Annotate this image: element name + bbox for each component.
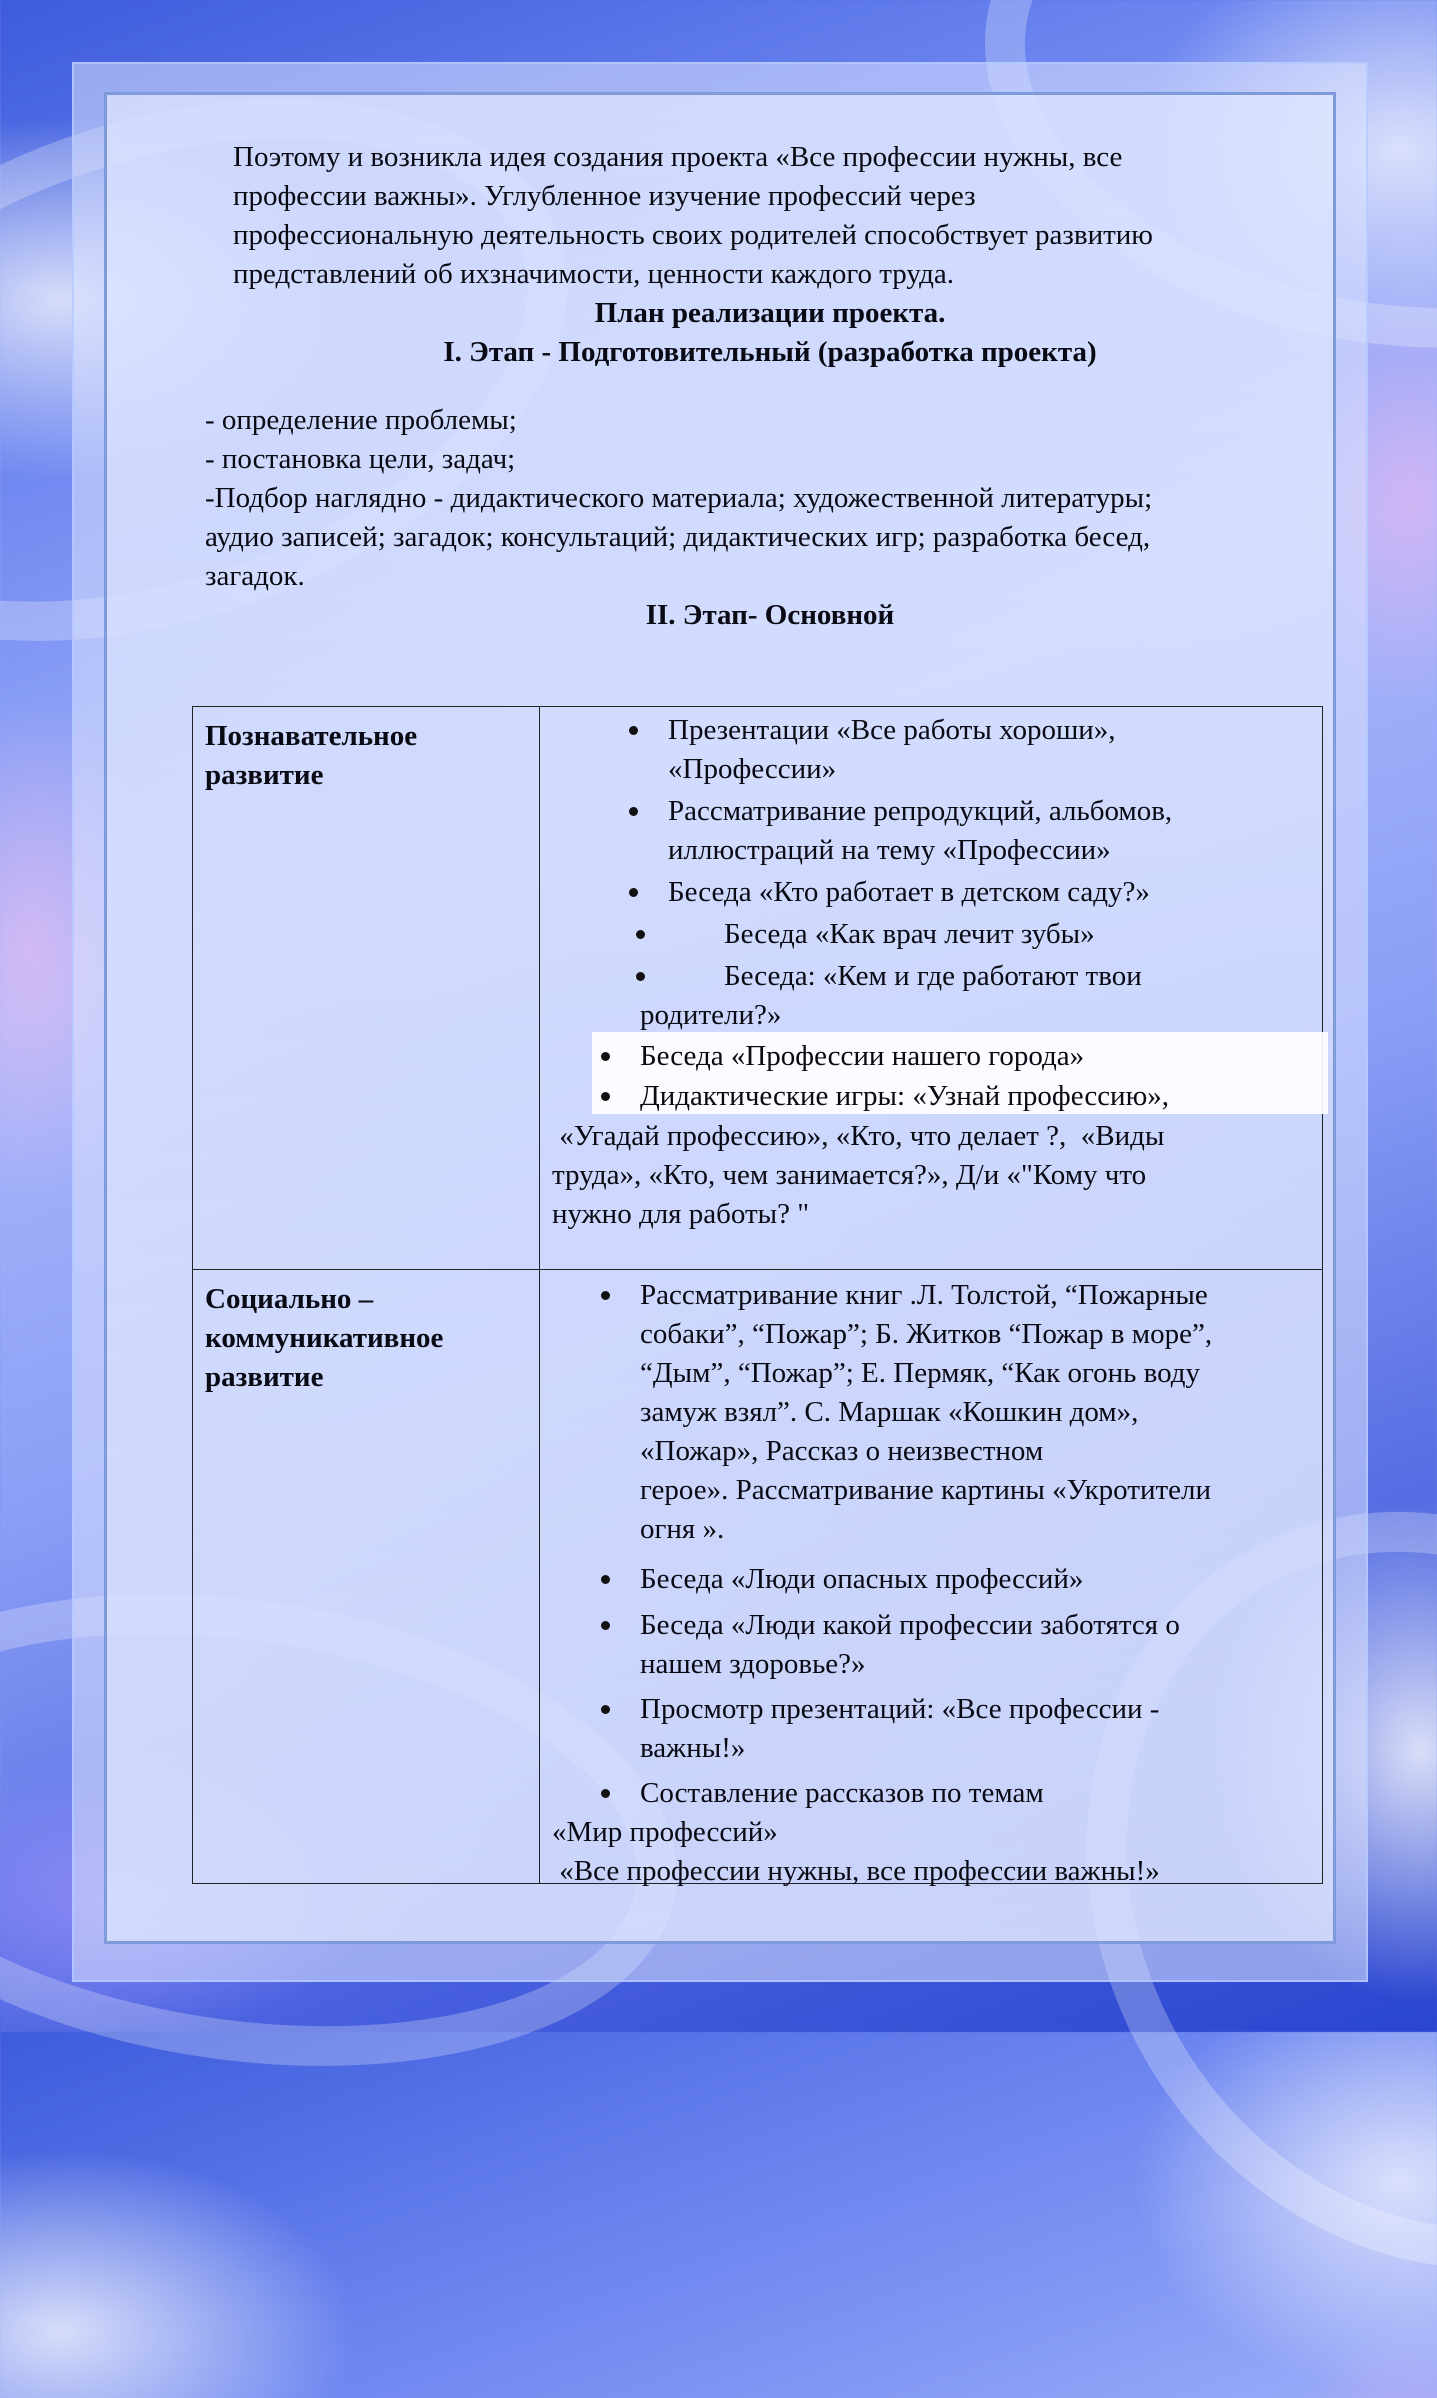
list-item bbox=[540, 1560, 1340, 1599]
tail-line: труда», «Кто, чем занимается?», Д/и «"Кому что bbox=[552, 1159, 1147, 1191]
bullet-icon bbox=[601, 1052, 610, 1061]
list-item-text: собаки”, “Пожар”; Б. Житков “Пожар в море”, bbox=[640, 1318, 1213, 1350]
intro-paragraph bbox=[233, 138, 1323, 294]
bullet-icon bbox=[601, 1705, 610, 1714]
area-label-line: Познавательное bbox=[205, 720, 418, 752]
area-label-line: развитие bbox=[205, 759, 324, 791]
list-item-text: герое». Рассматривание картины «Укротители bbox=[640, 1474, 1212, 1506]
list-item-text: Беседа «Как врач лечит зубы» bbox=[724, 918, 1095, 950]
stage2-heading: II. Этап- Основной bbox=[645, 599, 895, 631]
bullet-icon bbox=[629, 807, 638, 816]
stage1-line: - постановка цели, задач; bbox=[205, 443, 516, 475]
list-item bbox=[540, 1037, 1340, 1076]
list-item bbox=[540, 957, 1340, 1035]
area-label-line: коммуникативное bbox=[205, 1322, 444, 1354]
intro-line: Поэтому и возникла идея создания проекта «Все профессии нужны, все bbox=[233, 141, 1123, 173]
list-item-text: Презентации «Все работы хороши», bbox=[668, 714, 1116, 746]
list-item-text: Беседа: «Кем и где работают твои bbox=[724, 960, 1142, 992]
table-row bbox=[193, 707, 1323, 1270]
bullet-icon bbox=[601, 1575, 610, 1584]
tail-line: «Мир профессий» bbox=[552, 1816, 778, 1848]
area-label-line: развитие bbox=[205, 1361, 324, 1393]
area-cell bbox=[193, 707, 540, 1270]
list-item bbox=[540, 915, 1340, 954]
list-item-text: Беседа «Люди какой профессии заботятся о bbox=[640, 1609, 1180, 1641]
bullet-icon bbox=[601, 1621, 610, 1630]
list-item bbox=[540, 711, 1340, 789]
list-item-text: замуж взял”. С. Маршак «Кошкин дом», bbox=[640, 1396, 1139, 1428]
list-item-text: иллюстраций на тему «Профессии» bbox=[668, 834, 1111, 866]
activities-table bbox=[192, 706, 1323, 1887]
intro-line: представлений об ихзначимости, ценности каждого труда. bbox=[233, 258, 954, 290]
stage1-line: аудио записей; загадок; консультаций; дидактических игр; разработка бесед, bbox=[205, 521, 1151, 553]
list-item-text: Просмотр презентаций: «Все профессии - bbox=[640, 1693, 1160, 1725]
list-tail bbox=[552, 1117, 1342, 1234]
list-item-text: Рассматривание книг .Л. Толстой, “Пожарные bbox=[640, 1279, 1208, 1311]
list-item-text: Дидактические игры: «Узнай профессию», bbox=[640, 1080, 1169, 1112]
stage1-line: загадок. bbox=[205, 560, 305, 592]
stage1-tasks bbox=[205, 401, 1335, 596]
list-item-text: важны!» bbox=[640, 1732, 746, 1764]
intro-line: профессии важны». Углубленное изучение профессий через bbox=[233, 180, 976, 212]
list-item bbox=[540, 873, 1340, 912]
list-item-text: родители?» bbox=[640, 999, 782, 1031]
list-item bbox=[540, 1774, 1340, 1813]
bullet-icon bbox=[629, 726, 638, 735]
items-cell bbox=[540, 1270, 1323, 1887]
list-item-text: нашем здоровье?» bbox=[640, 1648, 866, 1680]
list-item-text: «Профессии» bbox=[668, 753, 837, 785]
table-row bbox=[193, 1270, 1323, 1884]
bullet-icon bbox=[601, 1789, 610, 1798]
plan-heading: План реализации проекта. bbox=[594, 297, 946, 329]
bullet-icon bbox=[636, 930, 645, 939]
list-item-text: Беседа «Кто работает в детском саду?» bbox=[668, 876, 1150, 908]
list-item-text: Беседа «Профессии нашего города» bbox=[640, 1040, 1085, 1072]
list-item bbox=[540, 1077, 1340, 1116]
list-item bbox=[540, 792, 1340, 870]
tail-line: «Угадай профессию», «Кто, что делает ?, «Виды bbox=[552, 1120, 1165, 1152]
area-cell bbox=[193, 1270, 540, 1884]
area-label-line: Социально – bbox=[205, 1283, 374, 1315]
bullet-icon bbox=[629, 888, 638, 897]
tail-line: нужно для работы? " bbox=[552, 1198, 810, 1230]
list-item bbox=[540, 1606, 1340, 1684]
stage1-line: -Подбор наглядно - дидактического материала; художественной литературы; bbox=[205, 482, 1153, 514]
list-item-text: огня ». bbox=[640, 1513, 725, 1545]
list-item bbox=[540, 1276, 1340, 1549]
stage1-heading: I. Этап - Подготовительный (разработка проекта) bbox=[443, 336, 1097, 368]
list-item bbox=[540, 1690, 1340, 1768]
list-item-text: Составление рассказов по темам bbox=[640, 1777, 1044, 1809]
bullet-icon bbox=[601, 1291, 610, 1300]
list-item-text: Рассматривание репродукций, альбомов, bbox=[668, 795, 1173, 827]
tail-line: «Все профессии нужны, все профессии важны!» bbox=[552, 1855, 1160, 1887]
stage1-line: - определение проблемы; bbox=[205, 404, 517, 436]
list-item-text: «Пожар», Рассказ о неизвестном bbox=[640, 1435, 1044, 1467]
bullet-icon bbox=[601, 1092, 610, 1101]
list-item-text: “Дым”, “Пожар”; Е. Пермяк, “Как огонь воду bbox=[640, 1357, 1201, 1389]
bullet-icon bbox=[636, 972, 645, 981]
items-cell bbox=[540, 707, 1323, 1270]
intro-line: профессиональную деятельность своих родителей способствует развитию bbox=[233, 219, 1153, 251]
list-tail bbox=[552, 1813, 1342, 1891]
list-item-text: Беседа «Люди опасных профессий» bbox=[640, 1563, 1084, 1595]
